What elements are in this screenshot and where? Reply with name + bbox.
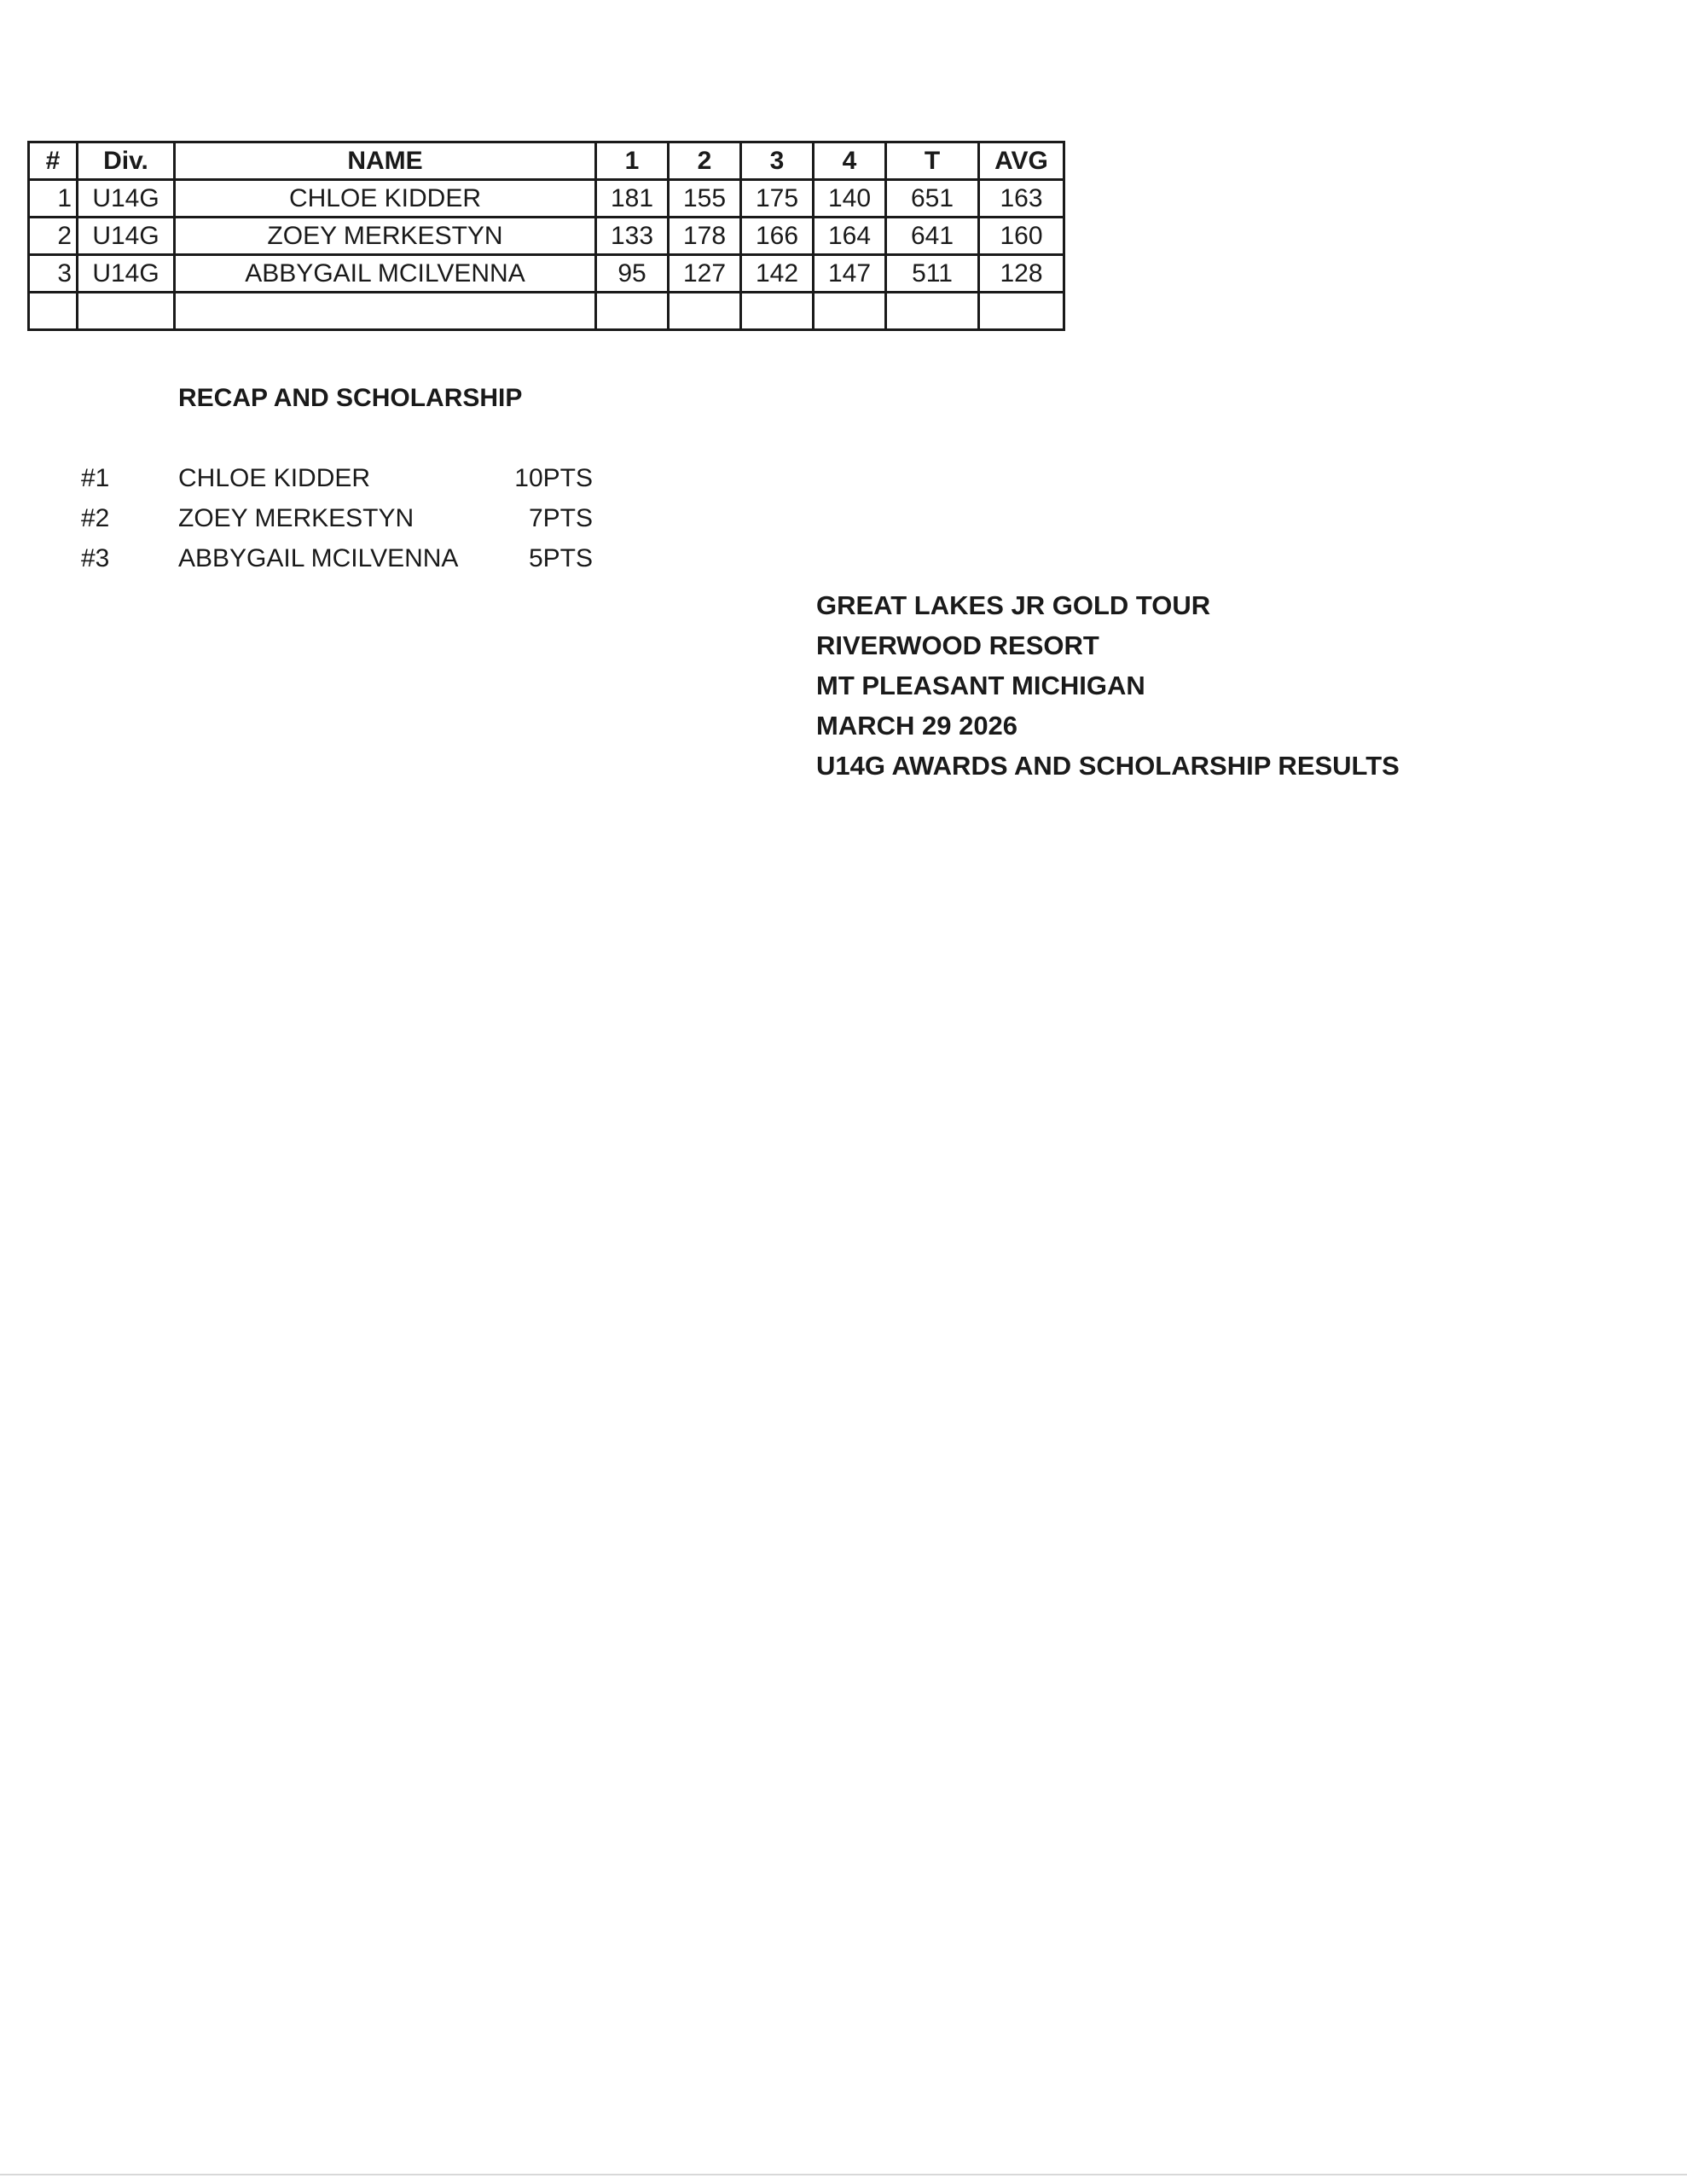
event-location: MT PLEASANT MICHIGAN (816, 671, 1145, 700)
table-header-row (29, 142, 1064, 180)
header-total: T (886, 142, 979, 180)
recap-heading: RECAP AND SCHOLARSHIP (178, 384, 523, 412)
cell-round-3 (741, 293, 814, 330)
list-item (81, 543, 593, 583)
recap-list (81, 462, 593, 583)
cell-total: 651 (886, 180, 979, 218)
cell-rank (29, 293, 78, 330)
header-rank: # (29, 142, 78, 180)
cell-round-2: 178 (669, 218, 741, 255)
header-average: AVG (979, 142, 1064, 180)
cell-round-3: 142 (741, 255, 814, 293)
recap-name: ZOEY MERKESTYN (178, 504, 415, 532)
cell-round-4: 147 (814, 255, 886, 293)
event-tour: GREAT LAKES JR GOLD TOUR (816, 590, 1211, 620)
cell-round-3: 175 (741, 180, 814, 218)
table-row (29, 180, 1064, 218)
recap-name: ABBYGAIL MCILVENNA (178, 544, 459, 572)
header-round-3: 3 (741, 142, 814, 180)
cell-round-4: 164 (814, 218, 886, 255)
cell-total: 641 (886, 218, 979, 255)
list-item (81, 462, 593, 502)
cell-average: 163 (979, 180, 1064, 218)
cell-division: U14G (78, 218, 175, 255)
cell-round-1: 133 (596, 218, 669, 255)
cell-round-1 (596, 293, 669, 330)
cell-round-4 (814, 293, 886, 330)
table-row (29, 255, 1064, 293)
cell-rank: 1 (29, 180, 78, 218)
cell-name: ABBYGAIL MCILVENNA (175, 255, 596, 293)
cell-round-2: 155 (669, 180, 741, 218)
cell-round-1: 95 (596, 255, 669, 293)
page-bottom-rule (0, 2174, 1687, 2175)
header-name: NAME (175, 142, 596, 180)
recap-rank: #1 (81, 464, 110, 492)
cell-total: 511 (886, 255, 979, 293)
recap-points: 7PTS (528, 504, 593, 532)
cell-average: 128 (979, 255, 1064, 293)
results-table (27, 141, 1065, 331)
cell-rank: 3 (29, 255, 78, 293)
cell-division (78, 293, 175, 330)
event-date: MARCH 29 2026 (816, 711, 1018, 741)
header-round-4: 4 (814, 142, 886, 180)
recap-rank: #2 (81, 504, 110, 532)
header-division: Div. (78, 142, 175, 180)
event-subtitle: U14G AWARDS AND SCHOLARSHIP RESULTS (816, 751, 1400, 781)
cell-round-4: 140 (814, 180, 886, 218)
recap-points: 10PTS (514, 464, 593, 492)
cell-round-3: 166 (741, 218, 814, 255)
recap-rank: #3 (81, 544, 110, 572)
cell-rank: 2 (29, 218, 78, 255)
event-venue: RIVERWOOD RESORT (816, 630, 1099, 660)
cell-total (886, 293, 979, 330)
cell-round-1: 181 (596, 180, 669, 218)
cell-name: ZOEY MERKESTYN (175, 218, 596, 255)
header-round-1: 1 (596, 142, 669, 180)
recap-name: CHLOE KIDDER (178, 464, 371, 492)
cell-division: U14G (78, 255, 175, 293)
cell-round-2: 127 (669, 255, 741, 293)
event-info (816, 585, 1400, 786)
cell-division: U14G (78, 180, 175, 218)
cell-average (979, 293, 1064, 330)
table-row (29, 218, 1064, 255)
cell-name: CHLOE KIDDER (175, 180, 596, 218)
list-item (81, 502, 593, 543)
cell-name (175, 293, 596, 330)
cell-average: 160 (979, 218, 1064, 255)
recap-points: 5PTS (528, 544, 593, 572)
table-row-empty (29, 293, 1064, 330)
cell-round-2 (669, 293, 741, 330)
header-round-2: 2 (669, 142, 741, 180)
